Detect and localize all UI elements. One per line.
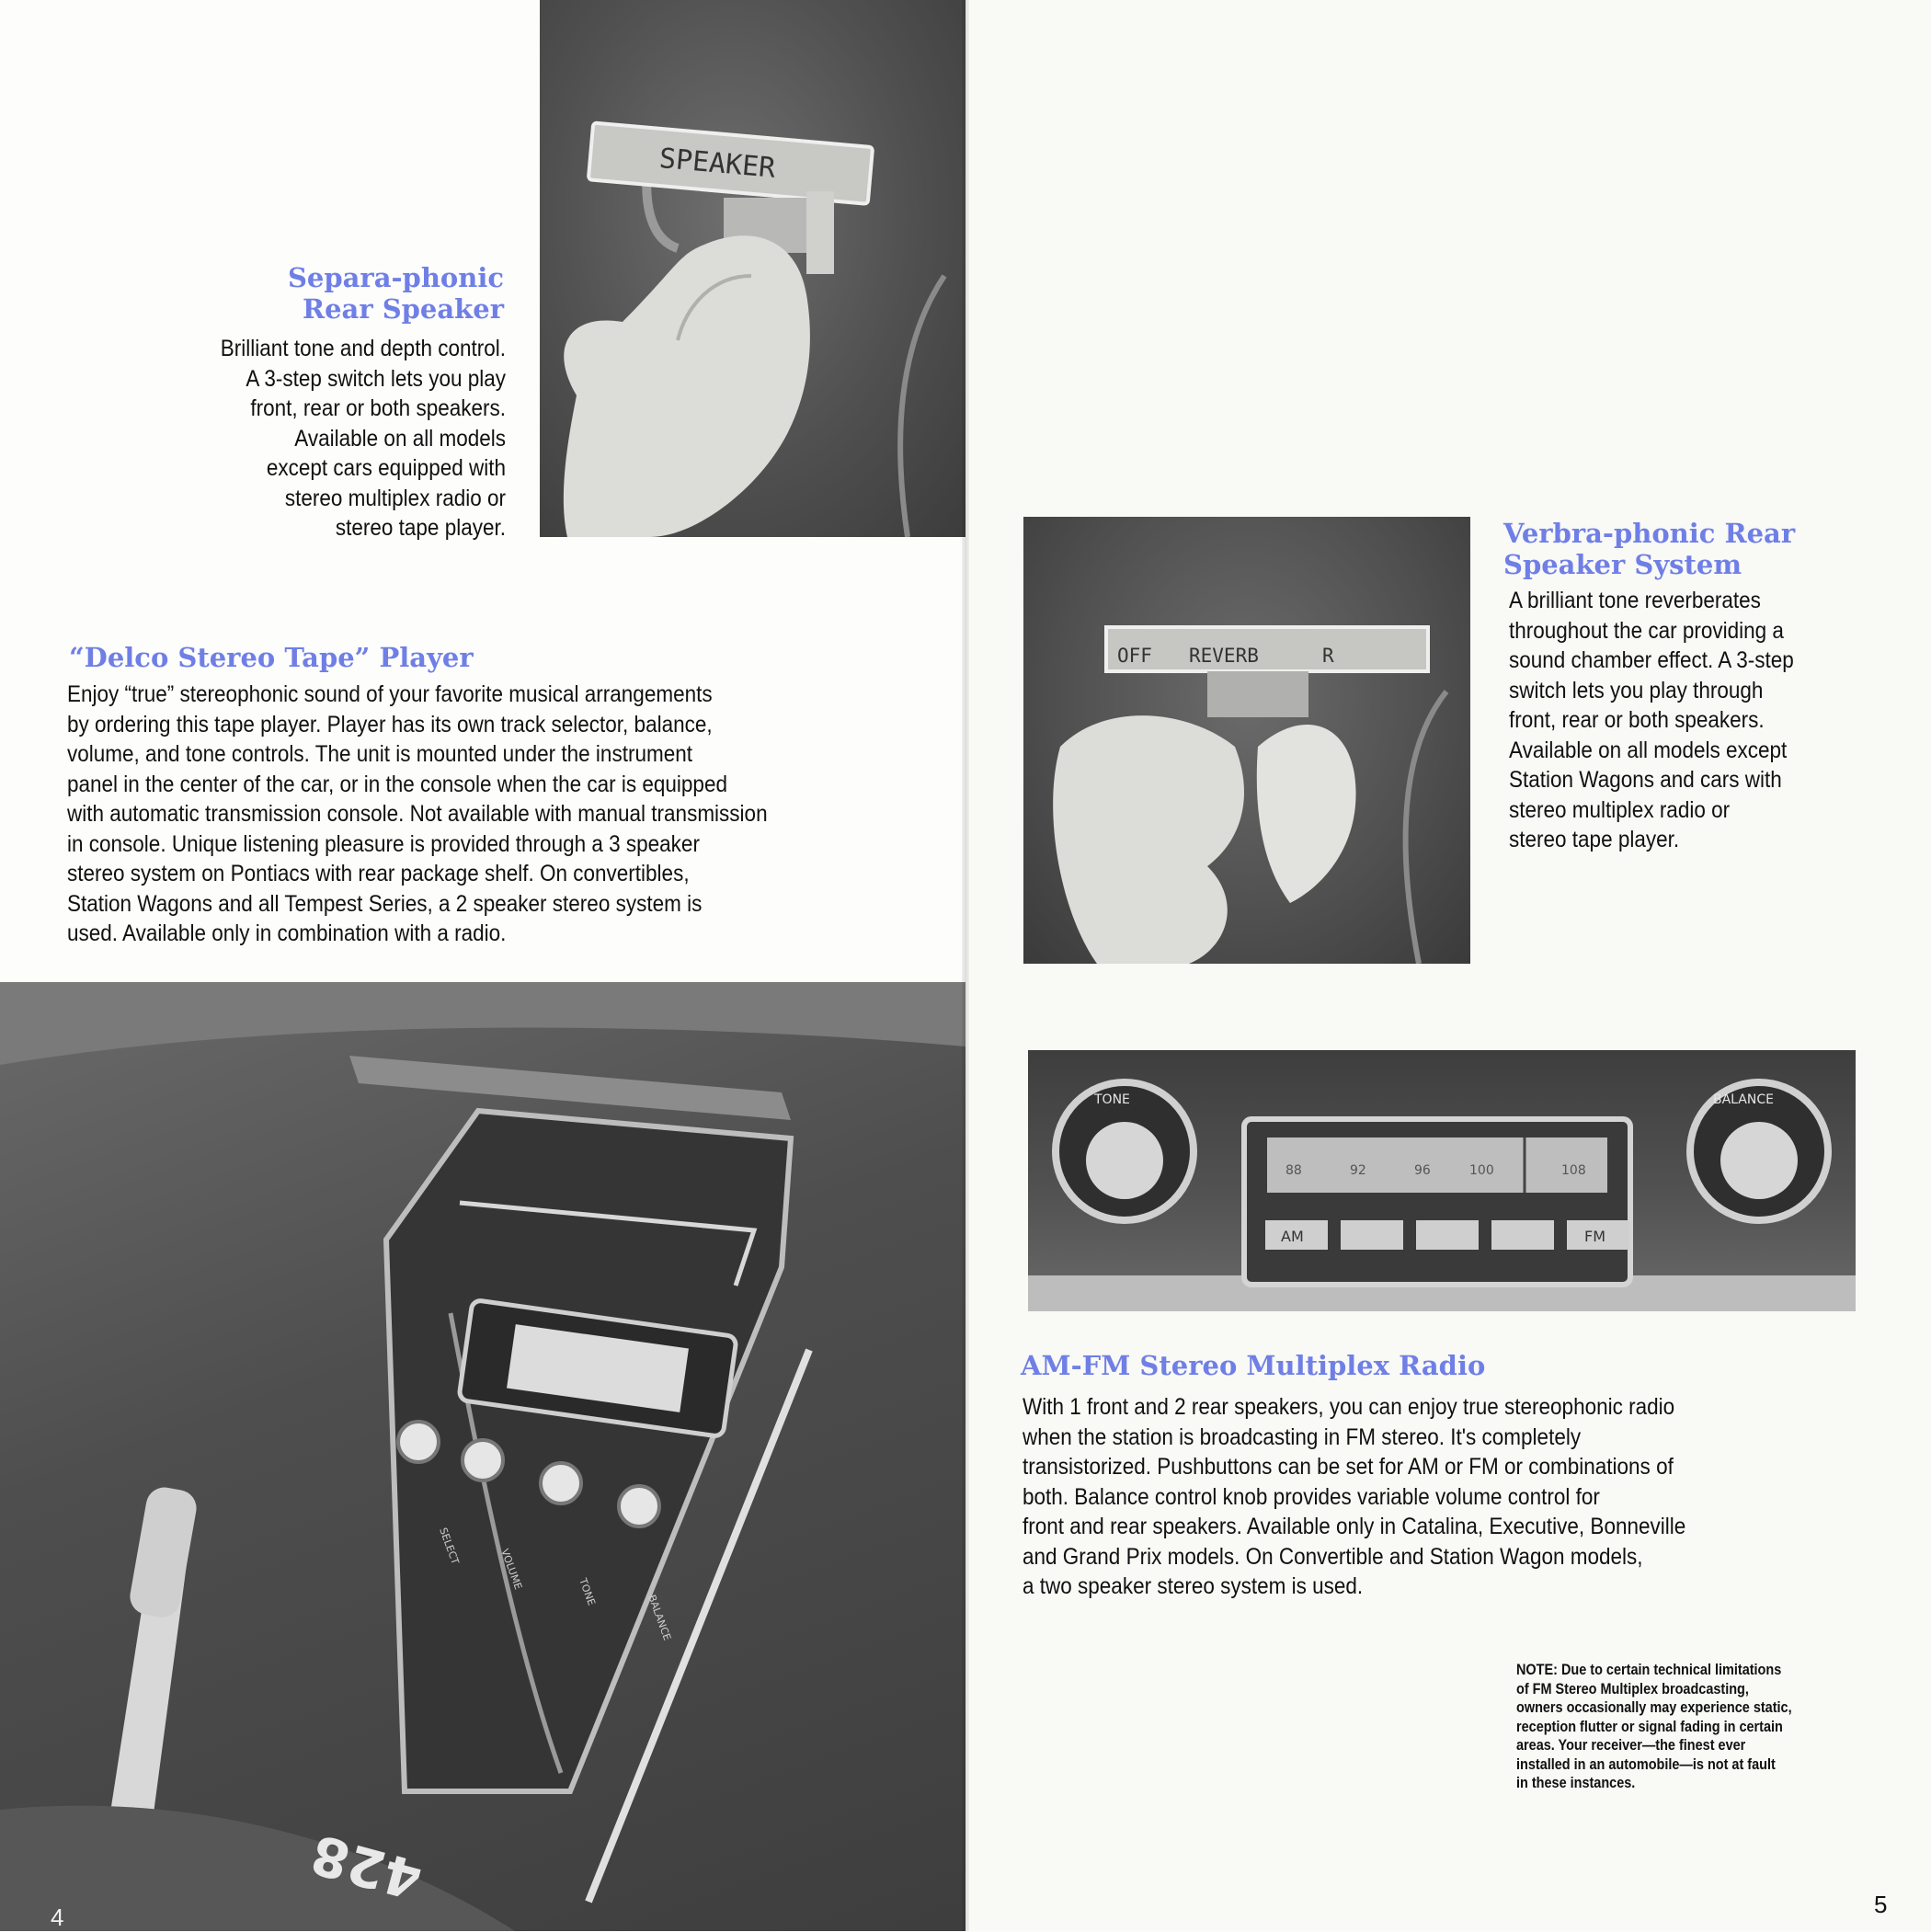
page-gutter — [962, 0, 969, 1931]
delco-heading: “Delco Stereo Tape” Player — [69, 642, 474, 673]
note-line: in these instances. — [1516, 1774, 1636, 1791]
separaphonic-heading — [136, 262, 504, 325]
body-line: a two speaker stereo system is used. — [1023, 1573, 1364, 1599]
heading-line: Rear Speaker — [302, 293, 504, 325]
note-line: reception flutter or signal fading in certain — [1516, 1717, 1783, 1735]
balance-label: BALANCE — [646, 1593, 674, 1642]
note-line: of FM Stereo Multiplex broadcasting, — [1516, 1679, 1749, 1698]
reverb-label: REVERB — [1189, 645, 1259, 667]
dial-number: 100 — [1469, 1163, 1494, 1178]
amfm-radio-photo — [1028, 1050, 1856, 1311]
volume-label: VOLUME — [498, 1547, 525, 1592]
body-line: stereo multiplex radio or — [284, 485, 506, 511]
heading-line: Separa-phonic — [287, 262, 504, 293]
reverb-switch-illustration — [1023, 517, 1470, 964]
dial-number: 88 — [1285, 1163, 1302, 1178]
body-line: used. Available only in combination with a radio. — [67, 920, 507, 946]
body-line: except cars equipped with — [266, 455, 506, 481]
fm-button-label: FM — [1584, 1228, 1606, 1245]
body-line: panel in the center of the car, or in the console when the car is equipped — [67, 771, 727, 797]
speaker-switch-illustration — [540, 0, 966, 537]
body-line: transistorized. Pushbuttons can be set for AM or FM or combinations of — [1023, 1454, 1674, 1480]
off-label: OFF — [1117, 645, 1152, 667]
body-line: when the station is broadcasting in FM stereo. It's completely — [1023, 1423, 1582, 1450]
dial-number: 96 — [1414, 1163, 1431, 1178]
body-line: Available on all models — [294, 425, 506, 452]
body-line: and Grand Prix models. On Convertible and Station Wagon models, — [1023, 1543, 1643, 1570]
right-page — [966, 0, 1931, 1931]
delco-body — [67, 680, 768, 949]
body-line: switch lets you play through — [1509, 677, 1764, 703]
body-line: with automatic transmission console. Not available with manual transmission — [67, 801, 768, 827]
tone-label: TONE — [577, 1576, 598, 1607]
heading-line: Speaker System — [1503, 549, 1742, 580]
fm-stereo-note — [1516, 1661, 1792, 1793]
note-line: installed in an automobile—is not at fault — [1516, 1755, 1776, 1773]
body-line: both. Balance control knob provides variable volume control for — [1023, 1483, 1600, 1510]
select-label: SELECT — [437, 1526, 462, 1566]
body-line: Brilliant tone and depth control. — [220, 336, 506, 361]
balance-knob-label: BALANCE — [1713, 1092, 1774, 1107]
verbraphonic-heading — [1503, 518, 1795, 580]
body-line: stereo tape player. — [335, 515, 506, 541]
radio-illustration — [1028, 1050, 1856, 1311]
body-line: Available on all models except — [1509, 737, 1788, 763]
body-line: With 1 front and 2 rear speakers, you can enjoy true stereophonic radio — [1023, 1394, 1675, 1420]
separaphonic-body — [158, 334, 506, 543]
am-button-label: AM — [1281, 1228, 1304, 1245]
verbraphonic-body — [1509, 586, 1794, 855]
console-tape-player-photo — [0, 982, 966, 1931]
body-line: in console. Unique listening pleasure is provided through a 3 speaker — [67, 830, 700, 857]
note-line: areas. Your receiver—the finest ever — [1516, 1736, 1746, 1754]
body-line: Station Wagons and cars with — [1509, 767, 1782, 793]
body-line: throughout the car providing a — [1509, 617, 1784, 644]
amfm-body — [1023, 1392, 1685, 1602]
note-line: owners occasionally may experience static, — [1516, 1698, 1792, 1716]
body-line: sound chamber effect. A 3-step — [1509, 647, 1794, 673]
page-number: 5 — [1874, 1891, 1888, 1918]
heading-line: Verbra-phonic Rear — [1503, 518, 1796, 549]
tone-knob-label: TONE — [1094, 1092, 1130, 1107]
r-label: R — [1322, 645, 1334, 667]
dial-number: 92 — [1350, 1163, 1366, 1178]
body-line: front and rear speakers. Available only in Catalina, Executive, Bonneville — [1023, 1514, 1686, 1539]
body-line: A brilliant tone reverberates — [1509, 588, 1761, 613]
amfm-heading: AM-FM Stereo Multiplex Radio — [1021, 1350, 1486, 1381]
body-line: stereo tape player. — [1509, 827, 1680, 852]
body-line: front, rear or both speakers. — [1509, 707, 1765, 733]
body-line: A 3-step switch lets you play — [246, 365, 506, 392]
body-line: stereo multiplex radio or — [1509, 796, 1731, 823]
body-line: front, rear or both speakers. — [250, 395, 506, 421]
body-line: Enjoy “true” stereophonic sound of your favorite musical arrangements — [67, 681, 713, 707]
body-line: by ordering this tape player. Player has its own track selector, balance, — [67, 711, 713, 737]
page-number: 4 — [51, 1903, 64, 1931]
dial-number: 108 — [1561, 1163, 1586, 1178]
body-line: Station Wagons and all Tempest Series, a 2 speaker stereo system is — [67, 890, 703, 917]
console-illustration — [0, 982, 966, 1931]
note-line: NOTE: Due to certain technical limitations — [1516, 1661, 1782, 1678]
body-line: stereo system on Pontiacs with rear package shelf. On convertibles, — [67, 861, 690, 886]
body-line: volume, and tone controls. The unit is mounted under the instrument — [67, 741, 692, 767]
speaker-switch-label: SPEAKER — [657, 142, 777, 185]
engine-plate: 428 — [304, 1822, 428, 1912]
reverb-switch-photo — [1023, 517, 1470, 964]
speaker-switch-photo — [540, 0, 966, 537]
